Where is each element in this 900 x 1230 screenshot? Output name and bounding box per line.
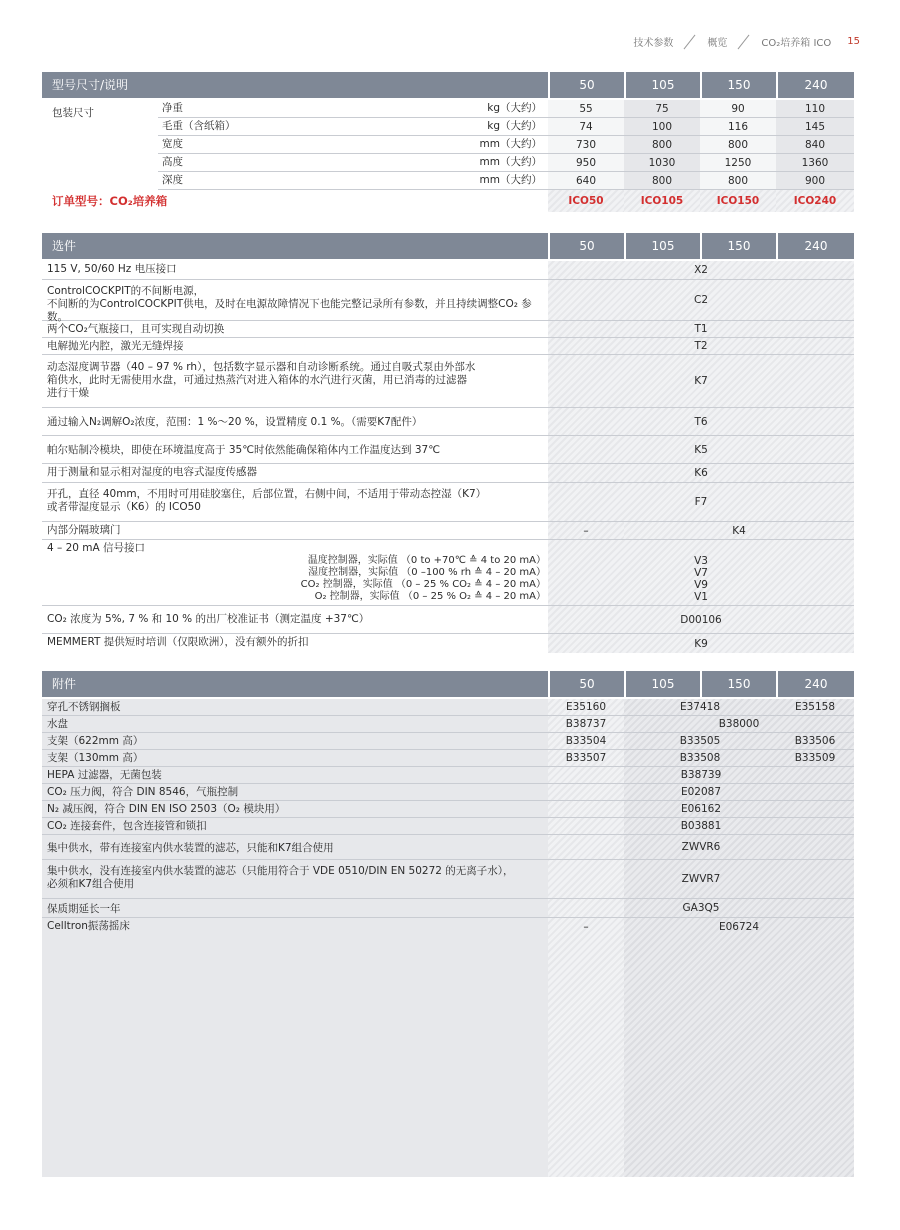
table-row — [158, 118, 854, 136]
table-header — [42, 233, 854, 259]
table-row — [158, 172, 854, 190]
cell-value: 800 — [624, 172, 700, 189]
accessory-code: GA3Q5 — [682, 902, 720, 914]
row-label: 支架（130mm 高） — [47, 752, 144, 764]
option-code: X2 — [548, 261, 854, 279]
option-code: K4 — [624, 522, 854, 539]
accessory-code: ZWVR7 — [681, 873, 721, 885]
row-label: 保质期延长一年 — [47, 903, 121, 915]
header-size: 150 — [700, 72, 776, 98]
cell-value: 840 — [776, 136, 854, 153]
cell-value: 110 — [776, 100, 854, 117]
header-size: 240 — [776, 72, 854, 98]
accessory-code: – — [583, 920, 589, 933]
accessory-code: B03881 — [680, 820, 722, 832]
sub-label: 温度控制器，实际值 （0 to +70℃ ≙ 4 to 20 mA） — [307, 555, 546, 566]
row-label: 箱供水，此时无需使用水盘，可通过热蒸汽对进入箱体的水汽进行灭菌，用已消毒的过滤器 — [47, 374, 467, 386]
accessory-code: E35158 — [794, 701, 836, 713]
cell-value: 75 — [624, 100, 700, 117]
row-label: 动态湿度调节器（40 – 97 % rh），包括数字显示器和自动诊断系统。通过自吸式泵由外部水 — [47, 361, 476, 373]
row-label: 不间断的为ControlCOCKPIT供电，及时在电源故障情况下也能完整记录所有参数，并且持续调整CO₂ 参数。 — [47, 298, 532, 323]
row-label: 集中供水，带有连接室内供水装置的滤芯，只能和K7组合使用 — [47, 842, 334, 854]
table-header — [42, 72, 854, 98]
header-size: 50 — [548, 671, 624, 697]
order-label: 订单型号：CO₂培养箱 — [52, 194, 168, 208]
row-label: Celltron振荡摇床 — [47, 920, 130, 932]
row-label: CO₂ 压力阀，符合 DIN 8546，气瓶控制 — [47, 786, 239, 798]
header-title: 选件 — [52, 239, 77, 253]
row-label: HEPA 过滤器，无菌包装 — [47, 769, 162, 781]
option-code: – — [548, 522, 624, 539]
order-code: ICO150 — [700, 190, 776, 212]
option-code: V3 — [694, 555, 708, 567]
row-name: 净重 — [162, 102, 183, 114]
row-label: CO₂ 连接套件，包含连接管和锁扣 — [47, 820, 207, 832]
row-name: 毛重（含纸箱） — [162, 120, 236, 132]
option-code: C2 — [548, 280, 854, 320]
table-row — [42, 818, 854, 835]
table-row — [42, 899, 854, 918]
accessory-code: B33508 — [679, 752, 721, 764]
accessory-code: B33507 — [565, 752, 607, 764]
row-unit: mm（大约） — [479, 174, 542, 186]
accessory-code: B38000 — [718, 718, 760, 730]
cell-value: 100 — [624, 118, 700, 135]
row-label: 必须和K7组合使用 — [47, 878, 135, 890]
option-code: K7 — [548, 355, 854, 407]
option-code: T1 — [548, 321, 854, 337]
cell-value: 55 — [548, 100, 624, 117]
row-unit: kg（大约） — [487, 102, 542, 114]
accessory-code: B38739 — [680, 769, 722, 781]
table-row — [42, 464, 854, 483]
accessory-code: E35160 — [565, 701, 607, 713]
option-code: K9 — [548, 634, 854, 653]
order-code: ICO105 — [624, 190, 700, 212]
slash-divider — [735, 35, 753, 49]
breadcrumb-item: 技术参数 — [633, 38, 674, 49]
header-size: 50 — [548, 233, 624, 259]
breadcrumb-item: CO₂培养箱 ICO — [761, 38, 832, 49]
table-row — [42, 634, 854, 653]
row-label: 115 V, 50/60 Hz 电压接口 — [47, 263, 177, 275]
order-code: ICO240 — [776, 190, 854, 212]
row-label: 水盘 — [47, 718, 68, 730]
accessory-code: B33504 — [565, 735, 607, 747]
header-size: 105 — [624, 233, 700, 259]
row-label: 4 – 20 mA 信号接口 — [47, 542, 146, 554]
row-label: N₂ 减压阀，符合 DIN EN ISO 2503（O₂ 模块用） — [47, 803, 286, 815]
header-size: 50 — [548, 72, 624, 98]
table-row — [158, 154, 854, 172]
table-row — [42, 606, 854, 634]
cell-value: 640 — [548, 172, 624, 189]
row-unit: kg（大约） — [487, 120, 542, 132]
table-row — [158, 136, 854, 154]
table-row — [42, 835, 854, 860]
row-unit: mm（大约） — [479, 156, 542, 168]
cell-value: 800 — [624, 136, 700, 153]
table-row — [42, 261, 854, 280]
page-number: 15 — [847, 36, 860, 47]
table-row — [42, 860, 854, 899]
header-size: 150 — [700, 671, 776, 697]
accessory-code: B33506 — [794, 735, 836, 747]
cell-value: 1250 — [700, 154, 776, 171]
row-label: 穿孔不锈钢搁板 — [47, 701, 121, 713]
row-label: 通过输入N₂调解O₂浓度，范围：1 %～20 %，设置精度 0.1 %。（需要K7配件） — [47, 416, 423, 428]
options-table — [42, 233, 854, 653]
row-name: 高度 — [162, 156, 183, 168]
header-size: 150 — [700, 233, 776, 259]
slash-divider — [681, 35, 699, 49]
sub-label: O₂ 控制器，实际值 （0 – 25 % O₂ ≙ 4 – 20 mA） — [314, 591, 546, 602]
cell-value: 1030 — [624, 154, 700, 171]
row-label: 帕尔贴制冷模块，即使在环境温度高于 35℃时依然能确保箱体内工作温度达到 37℃ — [47, 444, 440, 456]
table-row — [42, 767, 854, 784]
table-row — [42, 733, 854, 750]
row-label: MEMMERT 提供短时培训（仅限欧洲），没有额外的折扣 — [47, 636, 309, 648]
accessory-code: E06724 — [718, 920, 760, 933]
table-row — [42, 483, 854, 522]
packaging-block — [42, 100, 854, 190]
group-label: 包装尺寸 — [52, 107, 94, 119]
table-row — [42, 801, 854, 818]
row-label: 进行干燥 — [47, 387, 89, 399]
row-label: 集中供水，没有连接室内供水装置的滤芯（只能用符合于 VDE 0510/DIN EN 50272 的无离子水）， — [47, 865, 514, 877]
accessory-code: B38737 — [565, 718, 607, 730]
accessory-code: B33509 — [794, 752, 836, 764]
row-label: 支架（622mm 高） — [47, 735, 144, 747]
table-row — [158, 100, 854, 118]
cell-value: 900 — [776, 172, 854, 189]
table-row — [42, 750, 854, 767]
order-row — [42, 190, 854, 212]
option-code: K6 — [548, 464, 854, 482]
accessory-code: B33505 — [679, 735, 721, 747]
header-size: 105 — [624, 72, 700, 98]
row-unit: mm（大约） — [479, 138, 542, 150]
table-row — [42, 436, 854, 464]
order-code: ICO50 — [548, 190, 624, 212]
option-code: V9 — [694, 579, 708, 591]
accessory-code: ZWVR6 — [681, 841, 721, 853]
row-name: 宽度 — [162, 138, 183, 150]
option-code: D00106 — [548, 606, 854, 633]
row-label: 内部分隔玻璃门 — [47, 524, 121, 536]
header-title: 型号尺寸/说明 — [52, 78, 129, 92]
table-row — [42, 522, 854, 540]
cell-value: 950 — [548, 154, 624, 171]
option-code: V7 — [694, 567, 708, 579]
table-row — [42, 280, 854, 321]
cell-value: 800 — [700, 136, 776, 153]
table-row — [42, 355, 854, 408]
cell-value: 74 — [548, 118, 624, 135]
option-code: T6 — [548, 408, 854, 435]
option-code: F7 — [548, 483, 854, 521]
table-row — [42, 716, 854, 733]
cell-value: 90 — [700, 100, 776, 117]
table-row — [42, 408, 854, 436]
accessory-code: E06162 — [680, 803, 722, 815]
accessories-table — [42, 671, 854, 1175]
option-code: T2 — [548, 338, 854, 354]
row-label: 两个CO₂气瓶接口，且可实现自动切换 — [47, 323, 225, 335]
header-title: 附件 — [52, 677, 77, 691]
sub-label: 湿度控制器，实际值 （0 –100 % rh ≙ 4 – 20 mA） — [308, 567, 546, 578]
breadcrumb-item: 概览 — [707, 38, 728, 49]
cell-value: 145 — [776, 118, 854, 135]
option-code: K5 — [548, 436, 854, 463]
option-code: V1 — [694, 591, 708, 603]
row-label: 开孔，直径 40mm，不用时可用硅胶塞住，后部位置，右侧中间，不适用于带动态控湿（K7） — [47, 488, 487, 500]
cell-value: 800 — [700, 172, 776, 189]
row-label: ControlCOCKPIT的不间断电源， — [47, 285, 205, 297]
cell-value: 116 — [700, 118, 776, 135]
table-row — [42, 338, 854, 355]
accessory-code: E37418 — [679, 701, 721, 713]
dimensions-table — [42, 72, 854, 212]
row-label: CO₂ 浓度为 5%, 7 % 和 10 % 的出厂校准证书（测定温度 +37℃） — [47, 613, 370, 625]
sub-label: CO₂ 控制器，实际值 （0 – 25 % CO₂ ≙ 4 – 20 mA） — [300, 579, 546, 590]
table-header — [42, 671, 854, 697]
cell-value: 1360 — [776, 154, 854, 171]
cell-value: 730 — [548, 136, 624, 153]
row-label: 或者带湿度显示（K6）的 ICO50 — [47, 501, 201, 513]
row-name: 深度 — [162, 174, 183, 186]
breadcrumb — [633, 34, 860, 49]
table-row — [42, 540, 854, 606]
header-size: 105 — [624, 671, 700, 697]
row-label: 电解抛光内腔，激光无缝焊接 — [47, 340, 184, 352]
header-size: 240 — [776, 233, 854, 259]
accessory-code: E02087 — [680, 786, 722, 798]
table-row — [42, 784, 854, 801]
table-row — [42, 918, 854, 935]
header-size: 240 — [776, 671, 854, 697]
table-row — [42, 321, 854, 338]
row-label: 用于测量和显示相对湿度的电容式湿度传感器 — [47, 466, 257, 478]
table-row — [42, 699, 854, 716]
